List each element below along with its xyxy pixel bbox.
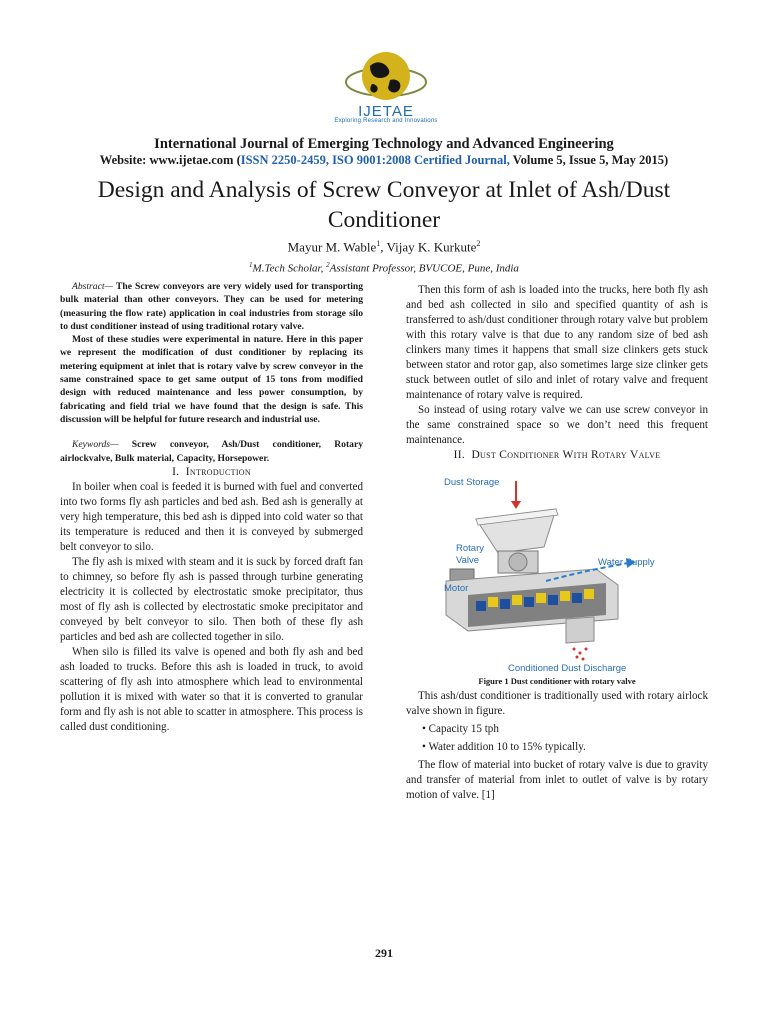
bullet-capacity: • Capacity 15 tph	[422, 723, 499, 735]
dust-conditioner-diagram	[406, 469, 708, 674]
authors	[0, 239, 768, 255]
journal-website-line	[0, 153, 768, 168]
author-2: Vijay K. Kurkute	[386, 239, 477, 255]
right-paragraph-2: So instead of using rotary valve we can use screw conveyor in the same constrained space so we don’t need this frequent maintenance.	[406, 404, 708, 446]
page-number: 291	[375, 946, 393, 960]
section-2-heading	[406, 448, 708, 463]
author-1: Mayur M. Wable	[287, 239, 377, 255]
abstract-paragraph	[60, 280, 363, 333]
abstract-paragraph-2: Most of these studies were experimental in nature. Here in this paper we represent the modification of dust conditioner by replacing its metering equipment at inlet that is rotary valve by screw conveyor in the same constrained space to get same output of 15 tons from modified design with reduced maintenance and less power consumption, by fabricating and field trial we have found that the design is safe. This discussion will be helpful for future research and industrial use.	[60, 334, 363, 425]
right-column	[406, 283, 708, 803]
intro-paragraph-2: The fly ash is mixed with steam and it is suck by forced draft fan to chimney, so before fly ash is passed through turbine generating electricity it is collected by electrostatic smoke precipitator, thus most of fly ash is collected by electrostatic smoke precipitator and conveyed by belt conveyor to silo. Then both of these fly ash particles and bed ash are collected together in silo.	[60, 555, 363, 643]
section-2-title: Dust Conditioner With Rotary Valve	[471, 449, 661, 461]
bullet-water-addition: • Water addition 10 to 15% typically.	[422, 741, 586, 753]
affil-2: Assistant Professor, BVUCOE, Pune, India	[329, 262, 519, 275]
website-prefix: Website: www.ijetae.com (	[99, 153, 241, 167]
rotary-valve-rotor	[509, 553, 527, 571]
label-rotary-2: Valve	[456, 555, 480, 566]
journal-logo	[330, 48, 442, 130]
section-1-heading	[60, 465, 363, 480]
affil-sup-1: 1	[249, 261, 253, 269]
volume-text: Volume 5, Issue 5, May 2015)	[509, 153, 669, 167]
section-2-number: II.	[453, 449, 466, 461]
left-column	[60, 280, 363, 735]
label-dust-storage: Dust Storage	[444, 477, 500, 488]
journal-name: International Journal of Emerging Technology and Advanced Engineering	[154, 136, 614, 152]
figure-1-caption: Figure 1 Dust conditioner with rotary valve	[478, 676, 636, 686]
issn-text: ISSN 2250-2459, ISO 9001:2008 Certified Journal,	[240, 153, 510, 167]
affiliation	[0, 261, 768, 275]
author-2-sup: 2	[476, 239, 481, 248]
logo-wordmark: IJETAE	[358, 103, 414, 118]
intro-paragraph-1: In boiler when coal is feeded it is burned with fuel and converted into two forms fly ash particles and bed ash. Bed ash is generally at very high temperature, this bed ash is dipped into cold water so that its temperature is reduced and then it is conveyed by submerged belt conveyor to silo.	[60, 480, 363, 553]
affil-sup-2: 2	[326, 261, 330, 269]
discharge-chute	[566, 617, 594, 643]
author-sep: ,	[380, 239, 387, 255]
section-1-title: Introduction	[185, 465, 251, 478]
intro-paragraph-3: When silo is filled its valve is opened and both fly ash and bed ash loaded to trucks. Before this ash is loaded in truck, to avoid scattering of fly ash into atmosphere which lead to environmental pollution it is mixed with water so that it is converted to granular form and fly ash is not able to scatter in atmosphere. This process is called dust conditioning.	[60, 645, 363, 733]
label-motor: Motor	[444, 583, 469, 594]
abstract-text: The Screw conveyors are very widely used for transporting bulk material than other conveyors. They can be used for metering (measuring the flow rate) application in coal industries from storage silo to dust conditioner instead of using traditional rotary valve.	[60, 281, 363, 332]
section-1-number: I.	[172, 465, 180, 478]
paper-title: Design and Analysis of Screw Conveyor at Inlet of Ash/Dust Conditioner	[97, 177, 671, 233]
label-rotary-1: Rotary	[456, 543, 484, 554]
globe-logo-icon	[330, 48, 442, 118]
logo-tagline: Exploring Research and Innovations	[334, 118, 438, 124]
figure-1	[406, 469, 708, 674]
keywords-text: Screw conveyor, Ash/Dust conditioner, Rotary airlockvalve, Bulk material, Capacity, Horsepower.	[60, 439, 363, 464]
dust-inflow-arrowhead	[511, 501, 521, 509]
abstract-lead: Abstract—	[72, 281, 114, 292]
discharge-particles	[573, 648, 588, 661]
label-discharge: Conditioned Dust Discharge	[508, 663, 627, 674]
label-water-supply: Water Supply	[598, 557, 655, 568]
after-figure-paragraph-2: The flow of material into bucket of rotary valve is due to gravity and transfer of material from inlet to outlet of valve is by rotary motion of valve. [1]	[406, 759, 708, 801]
keywords-lead: Keywords—	[72, 439, 119, 451]
keywords-paragraph	[60, 438, 363, 465]
affil-1: M.Tech Scholar,	[252, 262, 327, 275]
right-paragraph-1: Then this form of ash is loaded into the trucks, here both fly ash and bed ash collected in silo and specified quantity of ash is transferred to ash/dust conditioner through rotary valve but problem with this rotary valve is that due to any random size of bed ash clinkers many times it happens that small size clinkers gets stuck between stator and rotor gap, also sometimes large size clinker gets stuck between outlet of silo and inlet of rotary valve and frequent maintenance of rotary valve is required.	[406, 284, 708, 401]
author-1-sup: 1	[376, 239, 381, 248]
after-figure-paragraph-1: This ash/dust conditioner is traditionally used with rotary airlock valve shown in figure.	[406, 690, 708, 717]
